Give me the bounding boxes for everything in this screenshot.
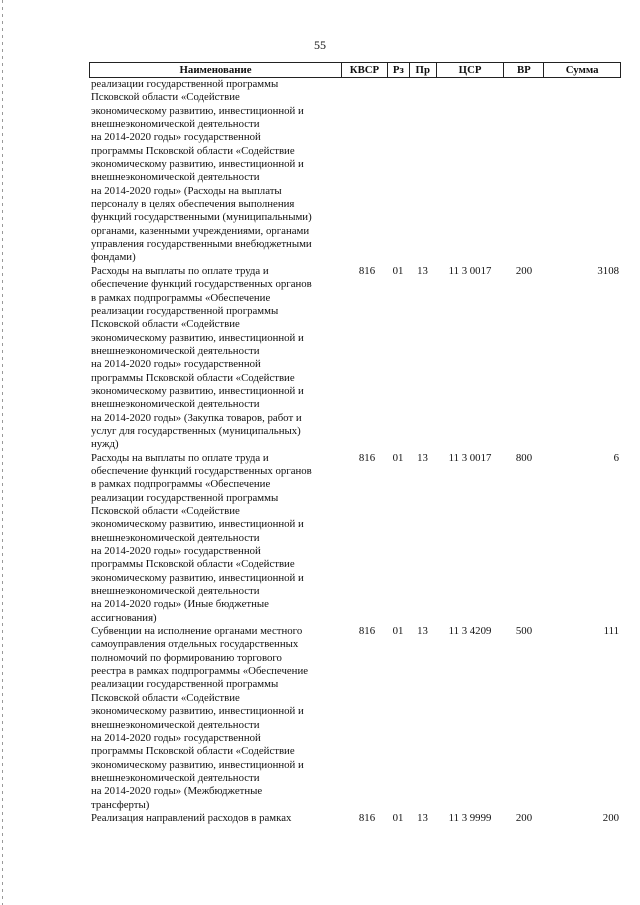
row-rz: 01 [392, 811, 404, 824]
row-kvsr: 816 [358, 625, 376, 638]
row-rz: 01 [392, 451, 404, 464]
row-rz: 01 [392, 264, 404, 277]
header-name: Наименование [179, 64, 252, 76]
table-header [89, 62, 621, 78]
row-pr: 13 [417, 451, 428, 464]
row-vr: 200 [515, 811, 533, 824]
header-vr: ВР [503, 63, 543, 77]
row-name: Расходы на выплаты по оплате труда и обеспечение функций государственных органов в рамках подпрограммы «Обеспечение реализации государственной программы Псковской области «Содействие экономическому развитию, инвестиционной и внешнеэкономической деятельности на 2014-2020 годы» государственной программы Псковской области «Содействие экономическому развитию, инвестиционной и внешнеэкономической деятельности на 2014-2020 годы» (Иные бюджетные ассигнования) [91, 451, 312, 624]
row-kvsr: 816 [358, 264, 376, 277]
row-rz: 01 [392, 625, 404, 638]
table-row [89, 625, 621, 812]
budget-table [89, 62, 621, 825]
row-pr: 13 [417, 811, 428, 824]
header-kvsr: КВСР [341, 63, 387, 77]
row-pr: 13 [417, 264, 428, 277]
row-vr: 800 [515, 451, 533, 464]
row-csr: 11 3 4209 [448, 625, 492, 638]
row-name: реализации государственной программы Псковской области «Содействие экономическому развитию, инвестиционной и внешнеэкономической деятельности на 2014-2020 годы» государственной программы Псковской области «Содействие экономическому развитию, инвестиционной и внешнеэкономической деятельности на 2014-2020 годы» (Расходы на выплаты персоналу в целях обеспечения выполнения функций государственными (муниципальными) органами, казенными учреждениями, органами управления государственными внебюджетными фондами) [91, 78, 312, 264]
row-csr: 11 3 9999 [448, 811, 492, 824]
table-row [89, 265, 621, 452]
row-vr: 200 [515, 264, 533, 277]
table-row [89, 452, 621, 625]
row-name: Расходы на выплаты по оплате труда и обеспечение функций государственных органов в рамках подпрограммы «Обеспечение реализации государственной программы Псковской области «Содействие экономическому развитию, инвестиционной и внешнеэкономической деятельности на 2014-2020 годы» государственной программы Псковской области «Содействие экономическому развитию, инвестиционной и внешнеэкономической деятельности на 2014-2020 годы» (Закупка товаров, работ и услуг для государственных (муниципальных) нужд) [91, 264, 312, 451]
row-name: Реализация направлений расходов в рамках [91, 811, 292, 824]
page-number: 55 [314, 38, 326, 52]
table-row [89, 812, 621, 825]
header-pr: Пр [409, 63, 436, 77]
header-csr: ЦСР [436, 63, 504, 77]
row-csr: 11 3 0017 [448, 264, 492, 277]
table-row [89, 78, 621, 265]
row-sum: 6 [613, 451, 619, 464]
row-sum: 3108 [597, 264, 619, 277]
row-kvsr: 816 [358, 451, 376, 464]
header-rz: Рз [387, 63, 409, 77]
row-kvsr: 816 [358, 811, 376, 824]
scan-left-edge [2, 0, 3, 905]
row-pr: 13 [417, 625, 428, 638]
row-sum: 200 [602, 811, 619, 824]
header-sum: Сумма [543, 63, 620, 77]
row-csr: 11 3 0017 [448, 451, 492, 464]
row-sum: 111 [603, 625, 619, 638]
row-name: Субвенции на исполнение органами местного самоуправления отдельных государственных полномочий по формированию торгового реестра в рамках подпрограммы «Обеспечение реализации государственной программы Псковской области «Содействие экономическому развитию, инвестиционной и внешнеэкономической деятельности на 2014-2020 годы» государственной программы Псковской области «Содействие экономическому развитию, инвестиционной и внешнеэкономической деятельности на 2014-2020 годы» (Межбюджетные трансферты) [91, 625, 309, 811]
row-vr: 500 [515, 625, 533, 638]
